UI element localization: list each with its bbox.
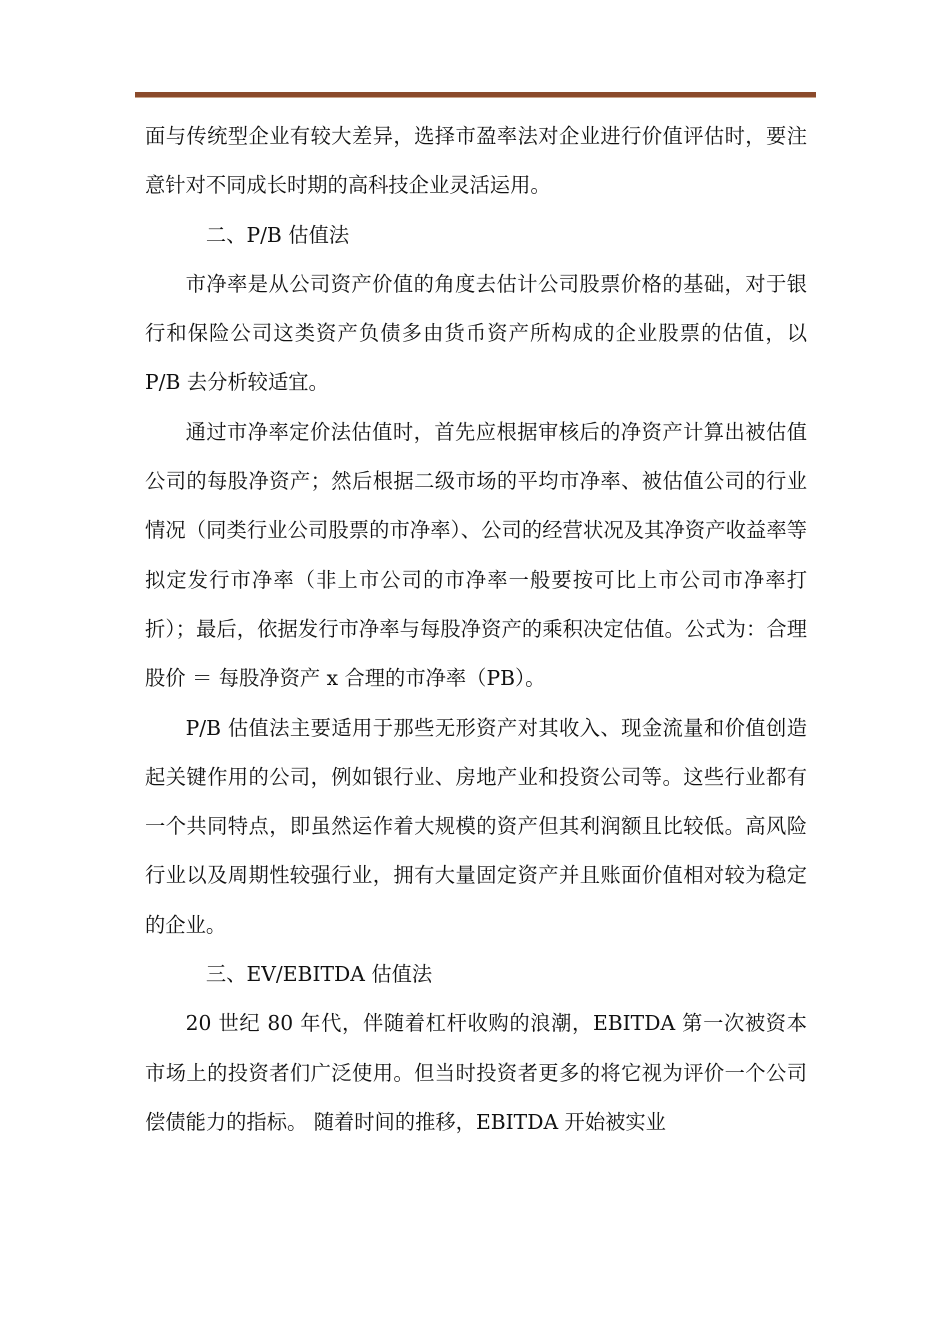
section-heading-ev-ebitda: 三、EV/EBITDA 估值法: [205, 962, 433, 987]
paragraph-pb-method: 通过市净率定价法估值时，首先应根据审核后的净资产计算出被估值公司的每股净资产；然后根据二级市场的平均市净率、被估值公司的行业情况（同类行业公司股票的市净率）、公司的经营状况及其净资产收益率等拟定发行市净率（非上市公司的市净率一般要按可比上市公司市净率打折）；最后，依据发行市净率与每股净资产的乘积决定估值。公式为：合理股价 ＝ 每股净资产 x 合理的市净率（PB）。: [145, 419, 807, 691]
paragraph-ev-ebitda-history: 20 世纪 80 年代，伴随着杠杆收购的浪潮，EBITDA 第一次被资本市场上的投资者们广泛使用。但当时投资者更多的将它视为评价一个公司偿债能力的指标。 随着时间的推移，EBITDA 开始被实业: [145, 1011, 807, 1134]
section-heading-pb: 二、P/B 估值法: [205, 222, 350, 247]
paragraph-continuation: 面与传统型企业有较大差异，选择市盈率法对企业进行价值评估时，要注意针对不同成长时期的高科技企业灵活运用。: [145, 124, 807, 198]
header-rule: [135, 92, 816, 98]
paragraph-pb-applicability: P/B 估值法主要适用于那些无形资产对其收入、现金流量和价值创造起关键作用的公司，例如银行业、房地产业和投资公司等。这些行业都有一个共同特点，即虽然运作着大规模的资产但其利润额且比较低。高风险行业以及周期性较强行业，拥有大量固定资产并且账面价值相对较为稳定的企业。: [145, 715, 807, 937]
paragraph-pb-definition: 市净率是从公司资产价值的角度去估计公司股票价格的基础，对于银行和保险公司这类资产负债多由货币资产所构成的企业股票的估值，以 P/B 去分析较适宜。: [145, 271, 807, 395]
body-text: [145, 112, 807, 1147]
